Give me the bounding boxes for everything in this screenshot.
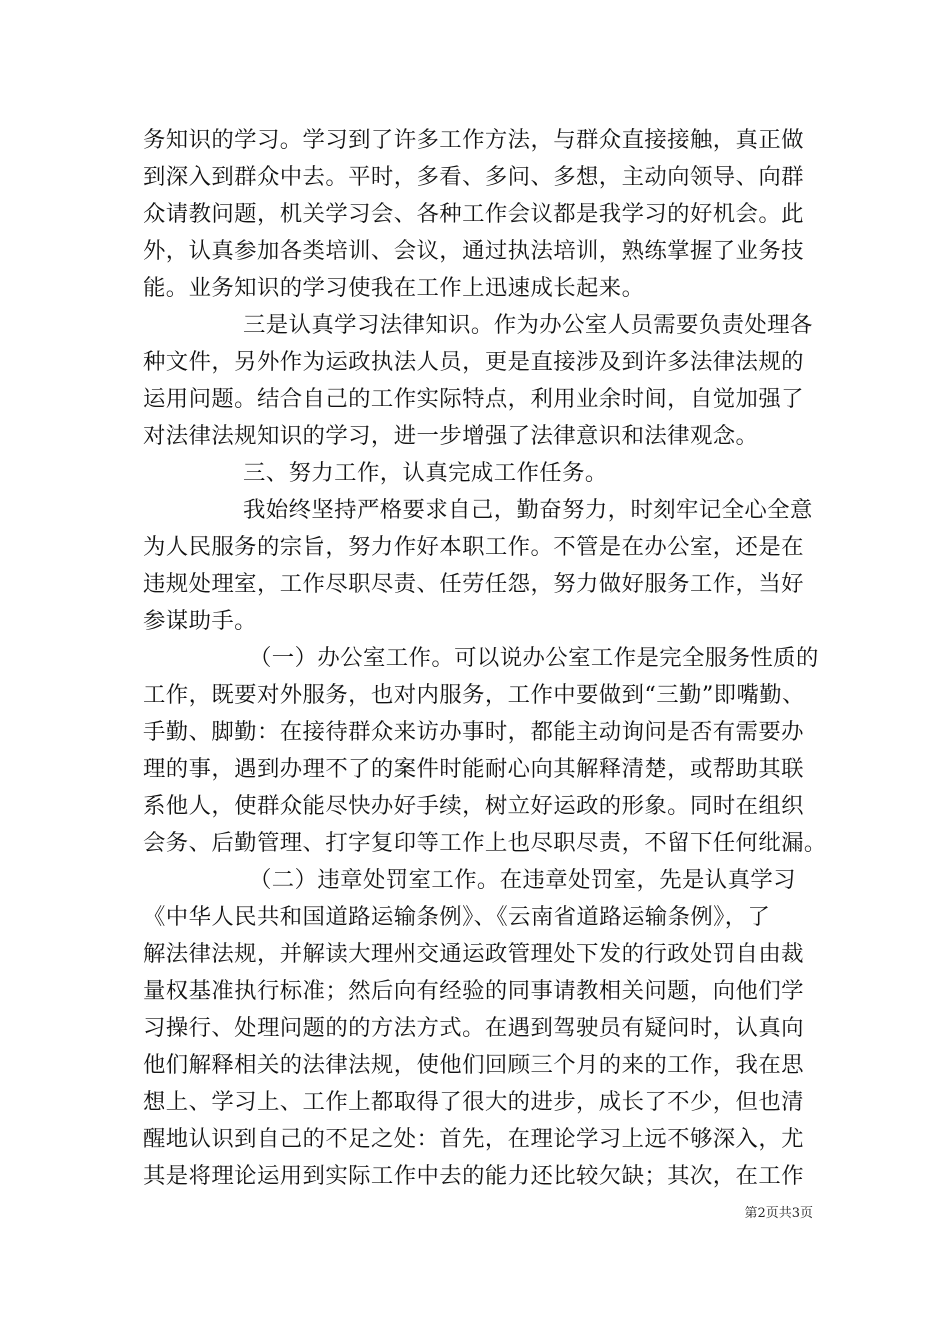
paragraph-start-line: 三是认真学习法律知识。作为办公室人员需要负责处理各 [243,312,813,338]
body-line: 《中华人民共和国道路运输条例》、《云南省道路运输条例》，了 [143,904,771,930]
body-line: 其是将理论运用到实际工作中去的能力还比较欠缺；其次，在工作 [143,1163,804,1189]
body-line: 他们解释相关的法律法规，使他们回顾三个月的来的工作，我在思 [143,1052,804,1078]
body-line: 想上、学习上、工作上都取得了很大的进步，成长了不少，但也清 [143,1089,804,1115]
body-line: 参谋助手。 [143,608,257,634]
body-line: 众请教问题，机关学习会、各种工作会议都是我学习的好机会。此 [143,201,804,227]
body-line: 理的事，遇到办理不了的案件时能耐心向其解释清楚，或帮助其联 [143,756,804,782]
body-line: 外，认真参加各类培训、会议，通过执法培训，熟练掌握了业务技 [143,238,804,264]
page-number-footer: 第2页共3页 [744,1206,813,1221]
section-heading: 三、努力工作，认真完成工作任务。 [243,460,608,486]
body-line: 醒地认识到自己的不足之处：首先，在理论学习上远不够深入，尤 [143,1126,804,1152]
body-line: 种文件，另外作为运政执法人员，更是直接涉及到许多法律法规的 [143,349,804,375]
body-line: 运用问题。结合自己的工作实际特点，利用业余时间，自觉加强了 [143,386,804,412]
body-line: 习操行、处理问题的的方法方式。在遇到驾驶员有疑问时，认真向 [143,1015,804,1041]
body-line: 手勤、脚勤：在接待群众来访办事时，都能主动询问是否有需要办 [143,719,804,745]
subsection-heading-line: （一）办公室工作。可以说办公室工作是完全服务性质的 [249,645,819,671]
body-line: 会务、后勤管理、打字复印等工作上也尽职尽责，不留下任何纰漏。 [143,830,827,856]
body-line: 能。业务知识的学习使我在工作上迅速成长起来。 [143,275,645,301]
body-line: 解法律法规，并解读大理州交通运政管理处下发的行政处罚自由裁 [143,941,804,967]
subsection-heading-line: （二）违章处罚室工作。在违章处罚室，先是认真学习 [249,867,796,893]
body-line: 到深入到群众中去。平时，多看、多问、多想，主动向领导、向群 [143,164,804,190]
body-line: 务知识的学习。学习到了许多工作方法，与群众直接接触，真正做 [143,127,804,153]
body-line: 对法律法规知识的学习，进一步增强了法律意识和法律观念。 [143,423,759,449]
body-line: 工作，既要对外服务，也对内服务，工作中要做到“三勤”即嘴勤、 [143,682,805,708]
paragraph-start-line: 我始终坚持严格要求自己，勤奋努力，时刻牢记全心全意 [243,497,813,523]
body-line: 违规处理室，工作尽职尽责、任劳任怨，努力做好服务工作，当好 [143,571,804,597]
body-line: 量权基准执行标准；然后向有经验的同事请教相关问题，向他们学 [143,978,804,1004]
body-line: 为人民服务的宗旨，努力作好本职工作。不管是在办公室，还是在 [143,534,804,560]
body-line: 系他人，使群众能尽快办好手续，树立好运政的形象。同时在组织 [143,793,804,819]
